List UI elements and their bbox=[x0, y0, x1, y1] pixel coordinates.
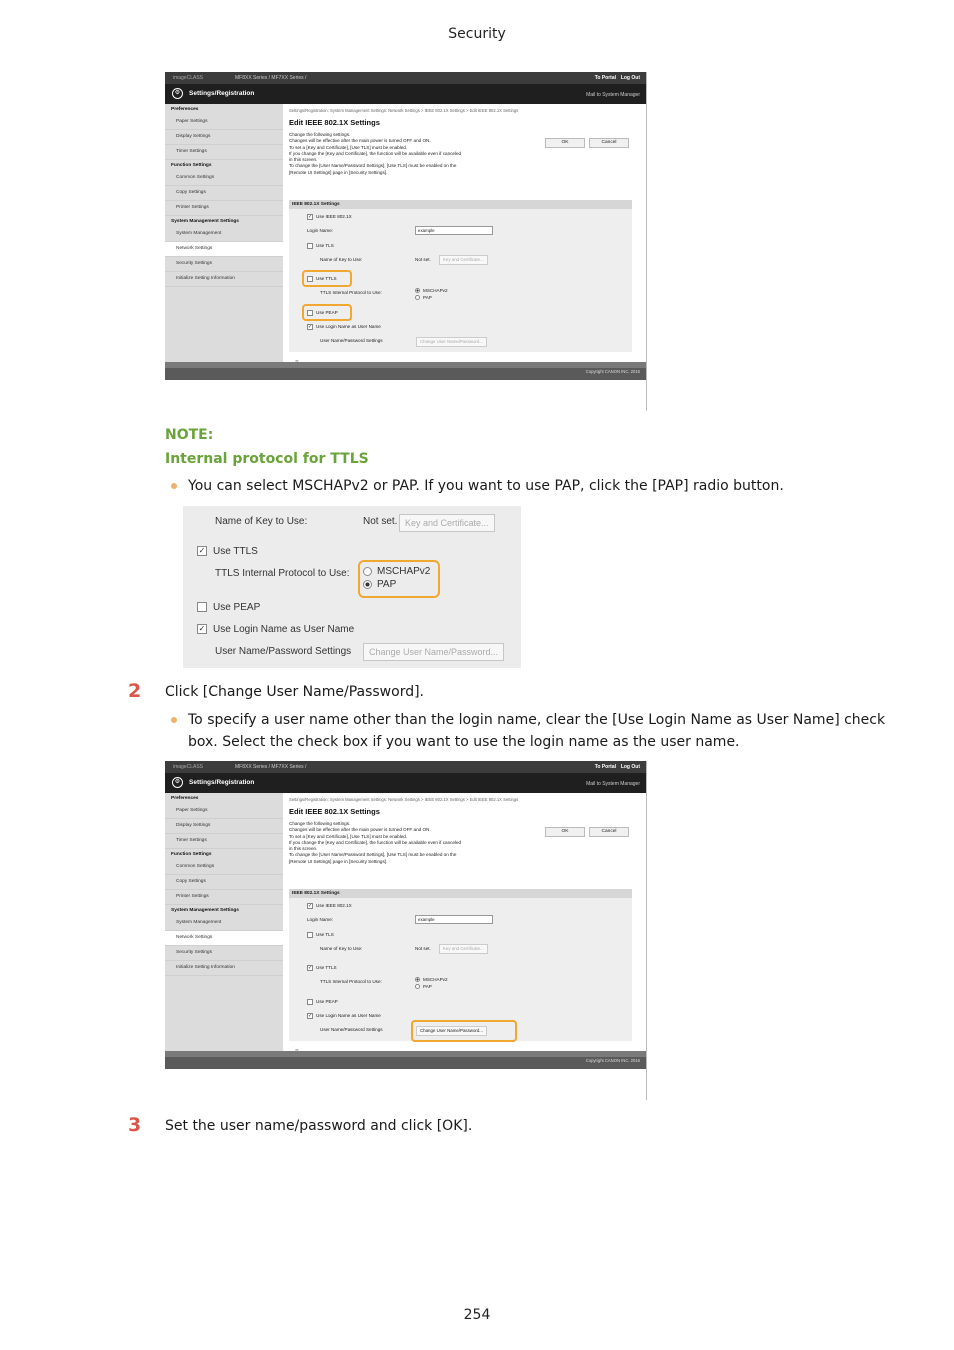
log-out-link[interactable]: Log Out bbox=[620, 75, 640, 81]
sidebar-item[interactable]: Security Settings bbox=[165, 257, 283, 272]
pap-radio-row[interactable]: PAP bbox=[415, 984, 432, 989]
highlight-use-ttls bbox=[302, 270, 352, 287]
radio-selected-icon[interactable] bbox=[415, 977, 420, 982]
brand-label: imageCLASS bbox=[173, 75, 204, 81]
sidebar-item[interactable]: System Management bbox=[165, 916, 283, 931]
pap-radio-row[interactable]: PAP bbox=[415, 295, 432, 300]
checkbox-checked-icon[interactable]: ✓ bbox=[198, 546, 206, 556]
sidebar-item[interactable]: Display Settings bbox=[165, 819, 283, 834]
sidebar-item[interactable]: Paper Settings bbox=[165, 115, 283, 130]
login-name-input[interactable]: example bbox=[415, 915, 493, 924]
description-text: Change the following settings. Changes will be effective after the main power is turned OFF and ON. To set a [Key and Certificate], [Use TLS] must be enabled. If you change the [Key and Certificate], the function will be available even if canceled in this screen. To change the [User Name/Password Settings], [Use TLS] must be enabled on the [Remote UI Settings] page in [Security Settings]. bbox=[289, 821, 462, 864]
checkbox-checked-icon[interactable]: ✓ bbox=[308, 965, 313, 971]
page-heading: Edit IEEE 802.1X Settings bbox=[289, 807, 380, 816]
radio-unselected-icon[interactable] bbox=[415, 295, 420, 300]
sidebar-menu bbox=[165, 793, 283, 1069]
gear-icon: ⚙ bbox=[172, 777, 183, 788]
mschapv2-radio-row[interactable]: MSCHAPv2 bbox=[415, 977, 448, 982]
portal-top-bar bbox=[165, 761, 646, 773]
cancel-button[interactable]: Cancel bbox=[589, 827, 629, 837]
use-login-as-user-row[interactable]: ✓ Use Login Name as User Name bbox=[308, 324, 381, 330]
change-user-name-password-button[interactable]: Change User Name/Password... bbox=[416, 337, 487, 347]
brand-label: imageCLASS bbox=[173, 764, 204, 770]
checkbox-checked-icon[interactable]: ✓ bbox=[308, 324, 313, 330]
highlight-change-button bbox=[411, 1020, 517, 1042]
key-name-label: Name of Key to Use: bbox=[320, 257, 363, 262]
ok-button[interactable]: OK bbox=[545, 138, 585, 148]
login-name-label: Login Name: bbox=[307, 917, 334, 922]
checkbox-checked-icon[interactable]: ✓ bbox=[198, 624, 206, 634]
breadcrumb: Settings/Registration: System Management Settings: Network Settings > IEEE 802.1X Settings > Edit IEEE 802.1X Settings bbox=[289, 797, 519, 802]
use-ieee-row[interactable]: ✓ Use IEEE 802.1X bbox=[308, 214, 352, 220]
sidebar-section: Preferences bbox=[171, 107, 199, 112]
key-and-certificate-button[interactable]: Key and Certificate... bbox=[439, 255, 488, 265]
page-number: 254 bbox=[463, 1307, 491, 1323]
ttls-protocol-label: TTLS Internal Protocol to Use: bbox=[320, 290, 382, 295]
mschapv2-radio-row[interactable]: MSCHAPv2 bbox=[415, 288, 448, 293]
gear-icon: ⚙ bbox=[172, 88, 183, 99]
page-header-title: Security bbox=[448, 26, 506, 42]
portal-top-bar bbox=[165, 72, 646, 84]
note-heading: NOTE: bbox=[165, 427, 214, 443]
ok-button[interactable]: OK bbox=[545, 827, 585, 837]
cancel-button[interactable]: Cancel bbox=[589, 138, 629, 148]
sidebar-section: Function Settings bbox=[171, 163, 212, 168]
sidebar-item[interactable]: Copy Settings bbox=[165, 875, 283, 890]
checkbox-unchecked-icon[interactable] bbox=[307, 932, 313, 938]
settings-title: Settings/Registration bbox=[189, 779, 255, 786]
crop-key-not-set-value: Not set. bbox=[363, 516, 398, 527]
description-text: Change the following settings. Changes will be effective after the main power is turned OFF and ON. To set a [Key and Certificate], [Use TLS] must be enabled. If you change the [Key and Certificate], the function will be available even if canceled in this screen. To change the [User Name/Password Settings], [Use TLS] must be enabled on the [Remote UI Settings] page in [Security Settings]. bbox=[289, 132, 462, 175]
series-label: MF8XX Series / MF7XX Series / bbox=[235, 75, 307, 81]
key-name-label: Name of Key to Use: bbox=[320, 946, 363, 951]
sidebar-section: System Management Settings bbox=[171, 219, 239, 224]
bullet-icon bbox=[171, 717, 177, 723]
ttls-protocol-label: TTLS Internal Protocol to Use: bbox=[320, 979, 382, 984]
use-login-as-user-row[interactable]: ✓ Use Login Name as User Name bbox=[308, 1013, 381, 1019]
highlight-use-peap bbox=[302, 304, 352, 321]
use-ieee-row[interactable]: ✓ Use IEEE 802.1X bbox=[308, 903, 352, 909]
sidebar-item[interactable]: Printer Settings bbox=[165, 890, 283, 905]
page-heading: Edit IEEE 802.1X Settings bbox=[289, 118, 380, 127]
crop-mschapv2-radio-row[interactable]: MSCHAPv2 bbox=[363, 566, 430, 577]
sidebar-item[interactable]: Initialize Setting Information bbox=[165, 961, 283, 976]
crop-use-peap-row[interactable]: Use PEAP bbox=[197, 602, 260, 613]
note-subheading: Internal protocol for TTLS bbox=[165, 451, 369, 467]
crop-change-user-name-password-button[interactable]: Change User Name/Password... bbox=[363, 643, 504, 661]
key-not-set-value: Not set. bbox=[415, 257, 431, 262]
sidebar-menu bbox=[165, 104, 283, 380]
radio-selected-icon[interactable] bbox=[415, 288, 420, 293]
sidebar-item[interactable]: Paper Settings bbox=[165, 804, 283, 819]
change-user-name-password-button[interactable]: Change User Name/Password... bbox=[416, 1026, 487, 1036]
radio-unselected-icon[interactable] bbox=[415, 984, 420, 989]
checkbox-checked-icon[interactable]: ✓ bbox=[308, 1013, 313, 1019]
series-label: MF8XX Series / MF7XX Series / bbox=[235, 764, 307, 770]
to-portal-link[interactable]: To Portal bbox=[594, 764, 616, 770]
screenshot-ieee-settings-1 bbox=[165, 72, 647, 411]
sidebar-item[interactable]: Timer Settings bbox=[165, 834, 283, 849]
sidebar-item[interactable]: Timer Settings bbox=[165, 145, 283, 160]
ttls-protocol-closeup bbox=[183, 506, 521, 668]
sidebar-item[interactable]: Display Settings bbox=[165, 130, 283, 145]
checkbox-unchecked-icon[interactable] bbox=[197, 602, 207, 612]
settings-title: Settings/Registration bbox=[189, 90, 255, 97]
to-portal-link[interactable]: To Portal bbox=[594, 75, 616, 81]
sidebar-item[interactable]: Printer Settings bbox=[165, 201, 283, 216]
sidebar-section: Preferences bbox=[171, 796, 199, 801]
log-out-link[interactable]: Log Out bbox=[620, 764, 640, 770]
login-name-label: Login Name: bbox=[307, 228, 334, 233]
checkbox-checked-icon[interactable]: ✓ bbox=[308, 903, 313, 909]
sidebar-section: Function Settings bbox=[171, 852, 212, 857]
breadcrumb: Settings/Registration: System Management Settings: Network Settings > IEEE 802.1X Settings > Edit IEEE 802.1X Settings bbox=[289, 108, 519, 113]
mail-to-manager-link[interactable]: Mail to System Manager bbox=[586, 781, 640, 787]
crop-use-login-as-user-row[interactable]: ✓ Use Login Name as User Name bbox=[198, 624, 355, 635]
key-not-set-value: Not set. bbox=[415, 946, 431, 951]
crop-key-and-certificate-button[interactable]: Key and Certificate... bbox=[399, 514, 495, 532]
screenshot-footer bbox=[165, 362, 646, 380]
step-number: 3 bbox=[128, 1114, 142, 1136]
copyright-text: Copyright CANON INC. 2016 bbox=[585, 1058, 640, 1063]
sidebar-item[interactable]: Common Settings bbox=[165, 860, 283, 875]
crop-use-ttls-row[interactable]: ✓ Use TTLS bbox=[198, 546, 258, 557]
crop-user-pw-settings-label: User Name/Password Settings bbox=[215, 646, 352, 657]
sidebar-item[interactable]: Network Settings bbox=[165, 931, 283, 946]
crop-ttls-protocol-label: TTLS Internal Protocol to Use: bbox=[215, 568, 350, 579]
note-bullet-text: You can select MSCHAPv2 or PAP. If you want to use PAP, click the [PAP] radio button. bbox=[188, 478, 784, 494]
use-tls-row[interactable]: Use TLS bbox=[307, 243, 334, 249]
settings-title-bar bbox=[165, 84, 646, 104]
sidebar-item[interactable]: Security Settings bbox=[165, 946, 283, 961]
user-pw-settings-label: User Name/Password Settings bbox=[320, 338, 383, 343]
sidebar-item[interactable]: Copy Settings bbox=[165, 186, 283, 201]
step2-bullet-line1: To specify a user name other than the login name, clear the [Use Login Name as User Name] check bbox=[188, 712, 886, 728]
use-ttls-row[interactable]: Use TTLS bbox=[307, 276, 337, 282]
bullet-icon bbox=[171, 483, 177, 489]
login-name-input[interactable]: example bbox=[415, 226, 493, 235]
screenshot-ieee-settings-2 bbox=[165, 761, 647, 1100]
crop-pap-radio-row[interactable]: PAP bbox=[363, 579, 396, 590]
checkbox-checked-icon[interactable]: ✓ bbox=[308, 214, 313, 220]
sidebar-item[interactable]: System Management bbox=[165, 227, 283, 242]
step-text: Set the user name/password and click [OK]. bbox=[165, 1118, 473, 1134]
use-tls-row[interactable]: Use TLS bbox=[307, 932, 334, 938]
step-text: Click [Change User Name/Password]. bbox=[165, 684, 425, 700]
sidebar-item[interactable]: Network Settings bbox=[165, 242, 283, 257]
copyright-text: Copyright CANON INC. 2016 bbox=[585, 369, 640, 374]
highlight-pap-radio bbox=[358, 560, 440, 598]
crop-key-name-label: Name of Key to Use: bbox=[215, 516, 308, 527]
sidebar-item[interactable]: Common Settings bbox=[165, 171, 283, 186]
checkbox-unchecked-icon[interactable] bbox=[307, 243, 313, 249]
mail-to-manager-link[interactable]: Mail to System Manager bbox=[586, 92, 640, 98]
settings-title-bar bbox=[165, 773, 646, 793]
key-and-certificate-button[interactable]: Key and Certificate... bbox=[439, 944, 488, 954]
screenshot-footer bbox=[165, 1051, 646, 1069]
use-peap-row[interactable]: Use PEAP bbox=[307, 310, 338, 316]
panel-title: IEEE 802.1X Settings bbox=[289, 200, 632, 209]
user-pw-settings-label: User Name/Password Settings bbox=[320, 1027, 383, 1032]
step-number: 2 bbox=[128, 680, 142, 702]
sidebar-section: System Management Settings bbox=[171, 908, 239, 913]
use-ttls-row[interactable]: ✓ Use TTLS bbox=[308, 965, 337, 971]
checkbox-unchecked-icon[interactable] bbox=[307, 999, 313, 1005]
use-peap-row[interactable]: Use PEAP bbox=[307, 999, 338, 1005]
sidebar-item[interactable]: Initialize Setting Information bbox=[165, 272, 283, 287]
step2-bullet-line2: box. Select the check box if you want to use the login name as the user name. bbox=[188, 734, 740, 750]
panel-title: IEEE 802.1X Settings bbox=[289, 889, 632, 898]
